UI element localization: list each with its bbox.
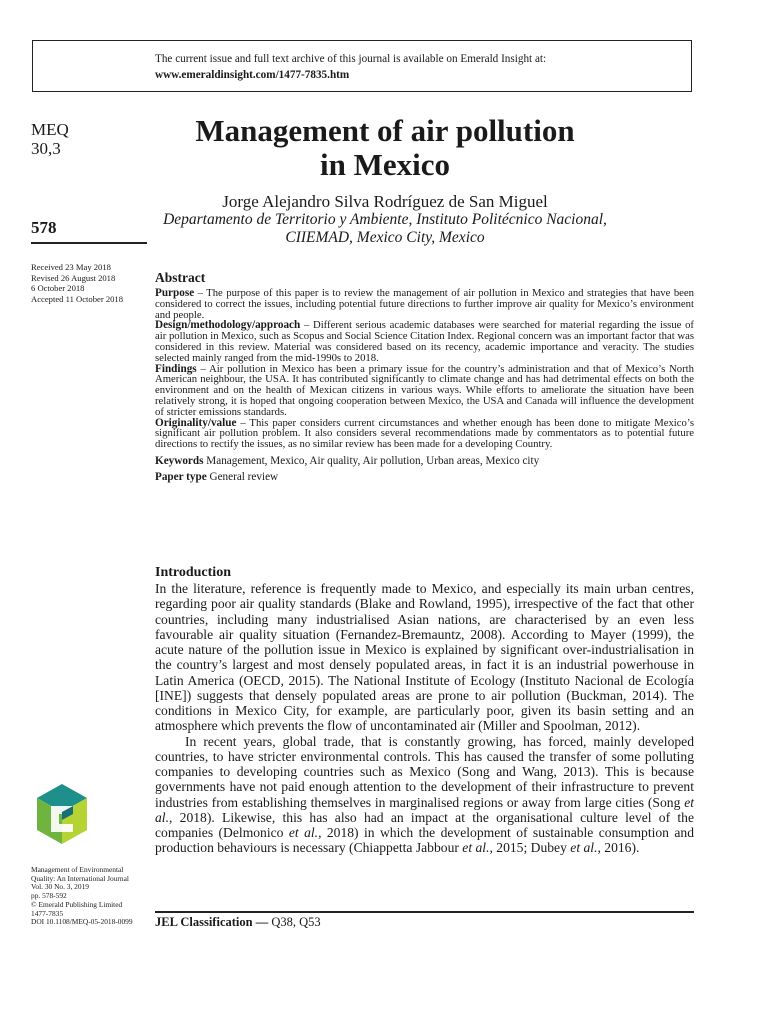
keywords-label: Keywords: [155, 454, 204, 467]
jel-codes: Q38, Q53: [268, 915, 321, 929]
etal-2: et al.: [288, 825, 319, 840]
date-revised: Revised 26 August 2018: [31, 272, 116, 283]
abstract-originality: [155, 418, 694, 450]
emerald-logo-icon: [33, 782, 91, 850]
journal-url-link[interactable]: www.emeraldinsight.com/1477-7835.htm: [155, 69, 350, 81]
journal-info: [31, 866, 151, 927]
jel-classification: [155, 915, 321, 930]
introduction-heading: Introduction: [155, 565, 231, 580]
volume-issue: 30,3: [31, 139, 61, 158]
abstract-purpose: [155, 288, 694, 320]
abstract-heading: Abstract: [155, 270, 206, 285]
keywords-text: Management, Mexico, Air quality, Air pollution, Urban areas, Mexico city: [203, 454, 540, 467]
affiliation-line-2: CIIEMAD, Mexico City, Mexico: [285, 229, 485, 246]
journal-info-line: © Emerald Publishing Limited: [31, 899, 123, 909]
intro-paragraph-2: [155, 734, 694, 856]
paper-title: [150, 114, 620, 182]
originality-label: Originality/value: [155, 416, 237, 429]
introduction-section: [155, 564, 694, 856]
access-notice-box: [32, 40, 692, 92]
p2-segment-c: , 2018) in which the development of sustainable consumption and production behaviours is necessary (Chiappetta Jabbour: [155, 825, 694, 856]
etal-4: et al.: [570, 840, 598, 856]
date-revised-2: 6 October 2018: [31, 283, 85, 294]
date-received: Received 23 May 2018: [31, 262, 111, 272]
access-notice-text: The current issue and full text archive of this journal is available on Emerald Insight at:: [155, 53, 547, 65]
affiliation-line-1: Departamento de Territorio y Ambiente, Instituto Politécnico Nacional,: [163, 211, 607, 228]
p2-segment-b: , 2018). Likewise, this has also had an impact at the organisational culture level of the companies (Delmonico: [155, 809, 694, 840]
originality-text: – This paper considers current circumstances and whether enough has been done to mitigate Mexico’s significant air pollution problem. It also considers several recommendations made by commentators as to potential future directions to rectify the issues, as no similar review has been made for a developing Country.: [155, 416, 694, 451]
purpose-text: – The purpose of this paper is to review the management of air pollution in Mexico and strategies that have been considered to correct the issues, including potential future directions to further improve air quality for Mexico’s environment and people.: [155, 287, 694, 321]
abstract-section: [155, 270, 694, 484]
journal-info-line: Vol. 30 No. 3, 2019: [31, 882, 89, 892]
article-dates: [31, 262, 123, 304]
journal-info-line: pp. 578-592: [31, 891, 67, 901]
journal-abbreviation: [31, 120, 69, 158]
journal-info-line: Management of Environmental: [31, 865, 124, 874]
jel-label: JEL Classification —: [155, 915, 269, 929]
title-line-1: Management of air pollution: [195, 113, 575, 148]
paper-type-label: Paper type: [155, 470, 207, 483]
journal-info-line: 1477-7835: [31, 908, 64, 918]
p2-segment-d: , 2015; Dubey: [489, 840, 571, 856]
journal-abbr-text: MEQ: [31, 120, 69, 139]
page-number: 578: [31, 218, 57, 237]
jel-rule: [155, 911, 694, 913]
etal-1: et al.: [155, 794, 694, 825]
journal-info-line: DOI 10.1108/MEQ-05-2018-0099: [31, 917, 133, 927]
paper-type-text: General review: [206, 470, 279, 483]
journal-info-line: Quality: An International Journal: [31, 873, 129, 883]
abstract-design: [155, 320, 694, 363]
p2-segment-a: In recent years, global trade, that is constantly growing, has forced, mainly developed countries, to have stricter environmental controls. This has caused the transfer of some polluting companies to developing countries such as Mexico (Song and Wang, 2013). This is because governments have not paid enough attention to the development of their infrastructure to prevent industries from establishing themselves in marginalised regions or away from large cities (Song: [155, 733, 694, 810]
author-affiliation: [150, 211, 620, 247]
title-line-2: in Mexico: [320, 147, 450, 182]
abstract-findings: [155, 364, 694, 418]
etal-3: et al.: [462, 840, 490, 856]
findings-text: – Air pollution in Mexico has been a primary issue for the country’s administration and that of Mexico’s North American neighbour, the USA. It has contributed significantly to climate change and has had detrimental effects on both the environment and on the health of Mexican citizens in various ways. While efforts to ameliorate the situation have been relatively strong, it is hoped that ongoing cooperation between Mexico, the USA and Canada will influence the development of stricter emissions standards.: [155, 362, 694, 418]
page-number-rule: [31, 242, 147, 244]
design-text: – Different serious academic databases were searched for material regarding the issue of air pollution in Mexico, such as Scopus and Social Science Citation Index. Regional concern was an important factor that was considered in this review. Material was considered based on its recency, academic importance and veracity. The studies selected mainly ranged from the mid-1990s to 2018.: [155, 319, 694, 364]
keywords: [155, 454, 694, 468]
author-name: Jorge Alejandro Silva Rodríguez de San Miguel: [222, 192, 548, 211]
findings-label: Findings: [155, 362, 197, 375]
date-accepted: Accepted 11 October 2018: [31, 293, 124, 304]
intro-paragraph-1: In the literature, reference is frequently made to Mexico, and especially its main urban centres, regarding poor air quality standards (Blake and Rowland, 1995), irrespective of the fact that other countries, including many industrialised Asian nations, are characterised by an even less favourable air quality situation (Fernandez-Bremauntz, 2008). According to Mayer (1999), the acute nature of the pollution issue in Mexico is explained by significant over-industrialisation in the country’s largest and most densely populated areas, in fact it is an industrial powerhouse in Latin America (OECD, 2015). The National Institute of Ecology (Instituto Nacional de Ecología [INE]) suggests that densely populated areas are prone to air pollution (Buckman, 2014). The conditions in Mexico City, for example, are particularly poor, given its basin setting and an atmosphere which prevents the flow of uncontaminated air (Miller and Spoolman, 2012).: [155, 581, 694, 734]
paper-type: [155, 470, 694, 484]
p2-segment-e: , 2016).: [597, 840, 640, 856]
design-label: Design/methodology/approach: [155, 319, 301, 332]
purpose-label: Purpose: [155, 287, 195, 299]
